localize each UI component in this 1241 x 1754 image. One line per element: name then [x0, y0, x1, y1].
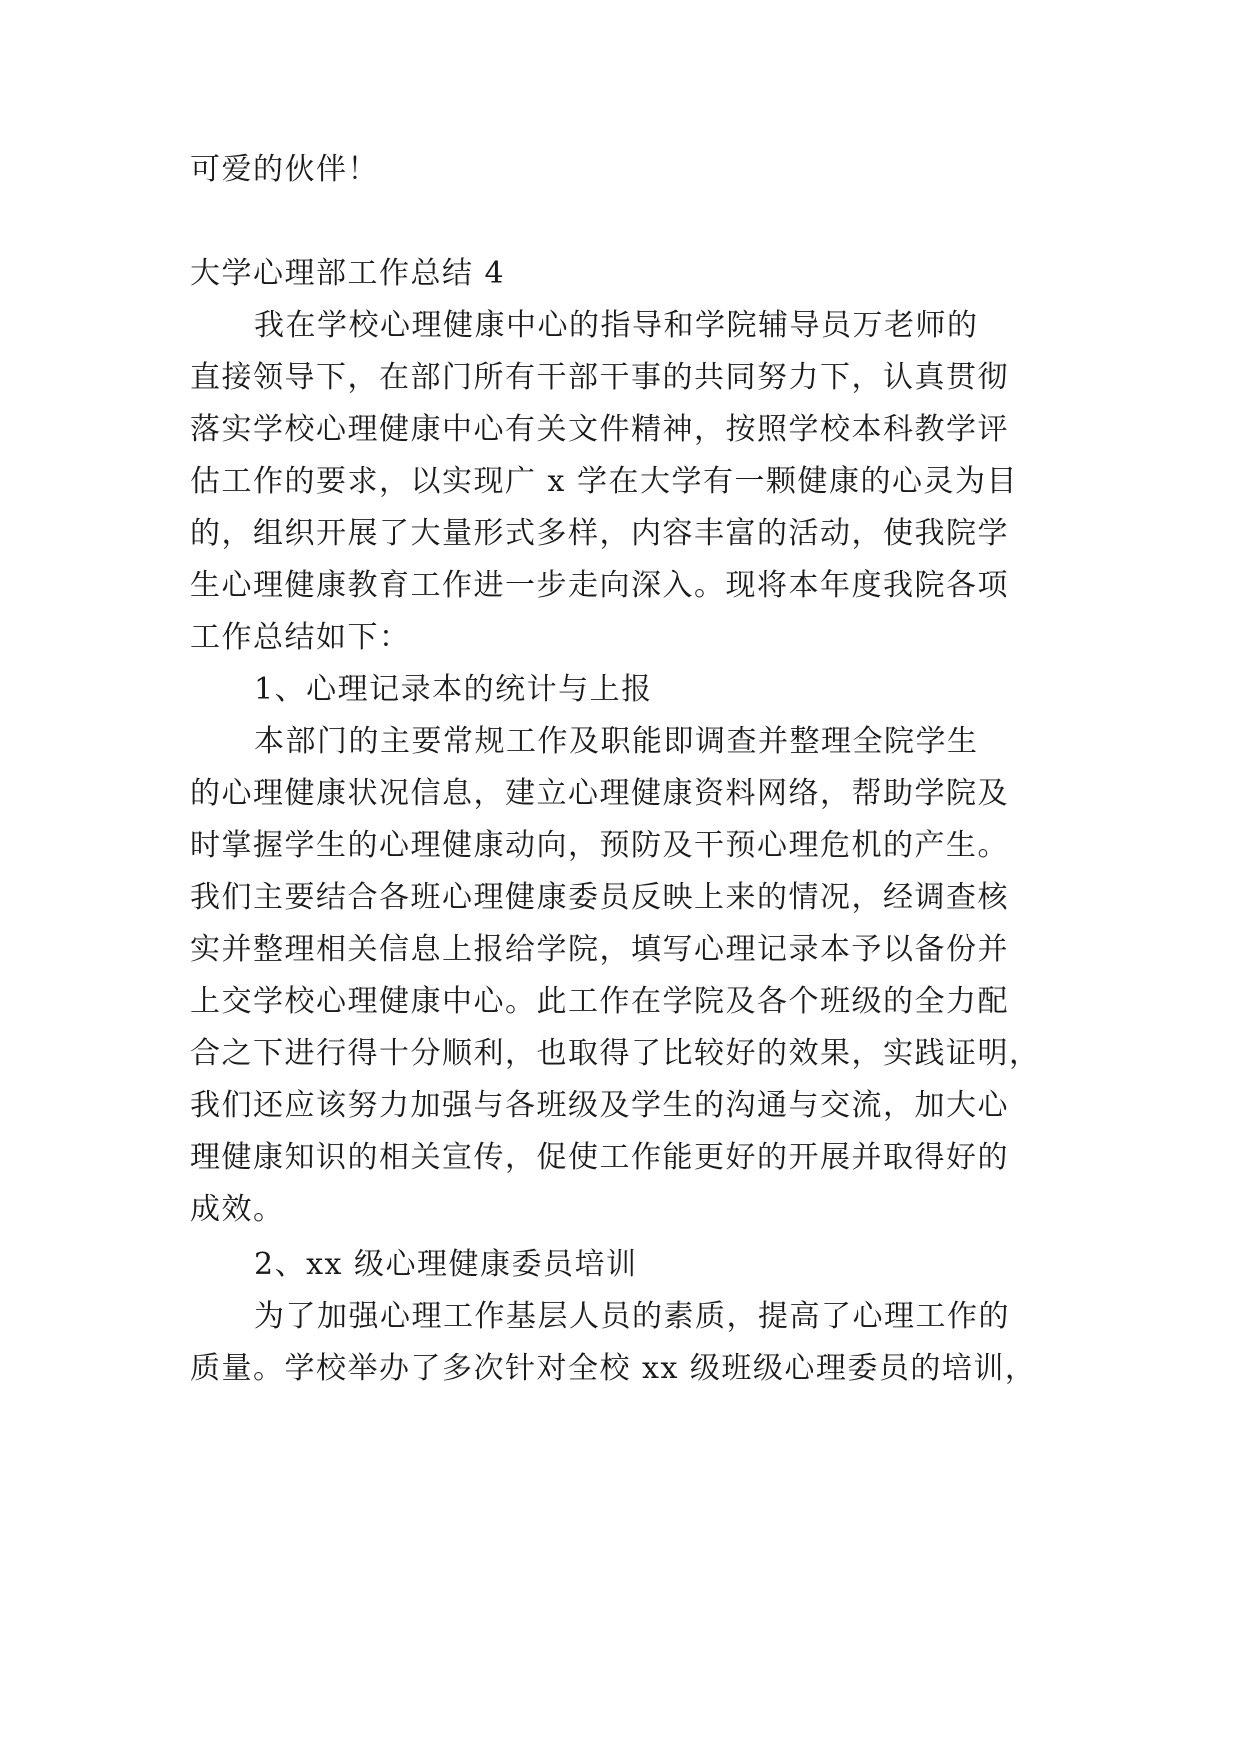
paragraph-line: 的心理健康状况信息，建立心理健康资料网络，帮助学院及 — [190, 776, 1009, 811]
paragraph-line: 工作总结如下： — [190, 620, 411, 655]
subsection-heading: 2、xx 级心理健康委员培训 — [254, 1247, 638, 1282]
paragraph-line: 质量。学校举办了多次针对全校 xx 级班级心理委员的培训， — [190, 1351, 1037, 1386]
subsection-heading: 1、心理记录本的统计与上报 — [254, 672, 653, 707]
section-heading: 大学心理部工作总结 4 — [190, 256, 506, 291]
paragraph-line: 的，组织开展了大量形式多样，内容丰富的活动，使我院学 — [190, 516, 1009, 551]
paragraph-line: 合之下进行得十分顺利，也取得了比较好的效果，实践证明， — [190, 1036, 1041, 1071]
paragraph-line: 本部门的主要常规工作及职能即调查并整理全院学生 — [254, 724, 979, 759]
paragraph-line: 上交学校心理健康中心。此工作在学院及各个班级的全力配 — [190, 984, 1009, 1019]
paragraph-line: 为了加强心理工作基层人员的素质，提高了心理工作的 — [254, 1299, 1010, 1334]
paragraph-line: 落实学校心理健康中心有关文件精神，按照学校本科教学评 — [190, 412, 1009, 447]
paragraph-line: 生心理健康教育工作进一步走向深入。现将本年度我院各项 — [190, 568, 1009, 603]
paragraph-line: 我们还应该努力加强与各班级及学生的沟通与交流，加大心 — [190, 1088, 1009, 1123]
paragraph-line: 时掌握学生的心理健康动向，预防及干预心理危机的产生。 — [190, 828, 1009, 863]
paragraph-line: 实并整理相关信息上报给学院，填写心理记录本予以备份并 — [190, 932, 1009, 967]
paragraph-line: 我们主要结合各班心理健康委员反映上来的情况，经调查核 — [190, 880, 1009, 915]
paragraph-line: 估工作的要求，以实现广 x 学在大学有一颗健康的心灵为目 — [190, 464, 1018, 499]
closing-line: 可爱的伙伴！ — [190, 152, 379, 187]
paragraph-line: 成效。 — [190, 1192, 285, 1227]
paragraph-line: 理健康知识的相关宣传，促使工作能更好的开展并取得好的 — [190, 1140, 1009, 1175]
paragraph-line: 我在学校心理健康中心的指导和学院辅导员万老师的 — [254, 308, 979, 343]
paragraph-line: 直接领导下，在部门所有干部干事的共同努力下，认真贯彻 — [190, 360, 1009, 395]
